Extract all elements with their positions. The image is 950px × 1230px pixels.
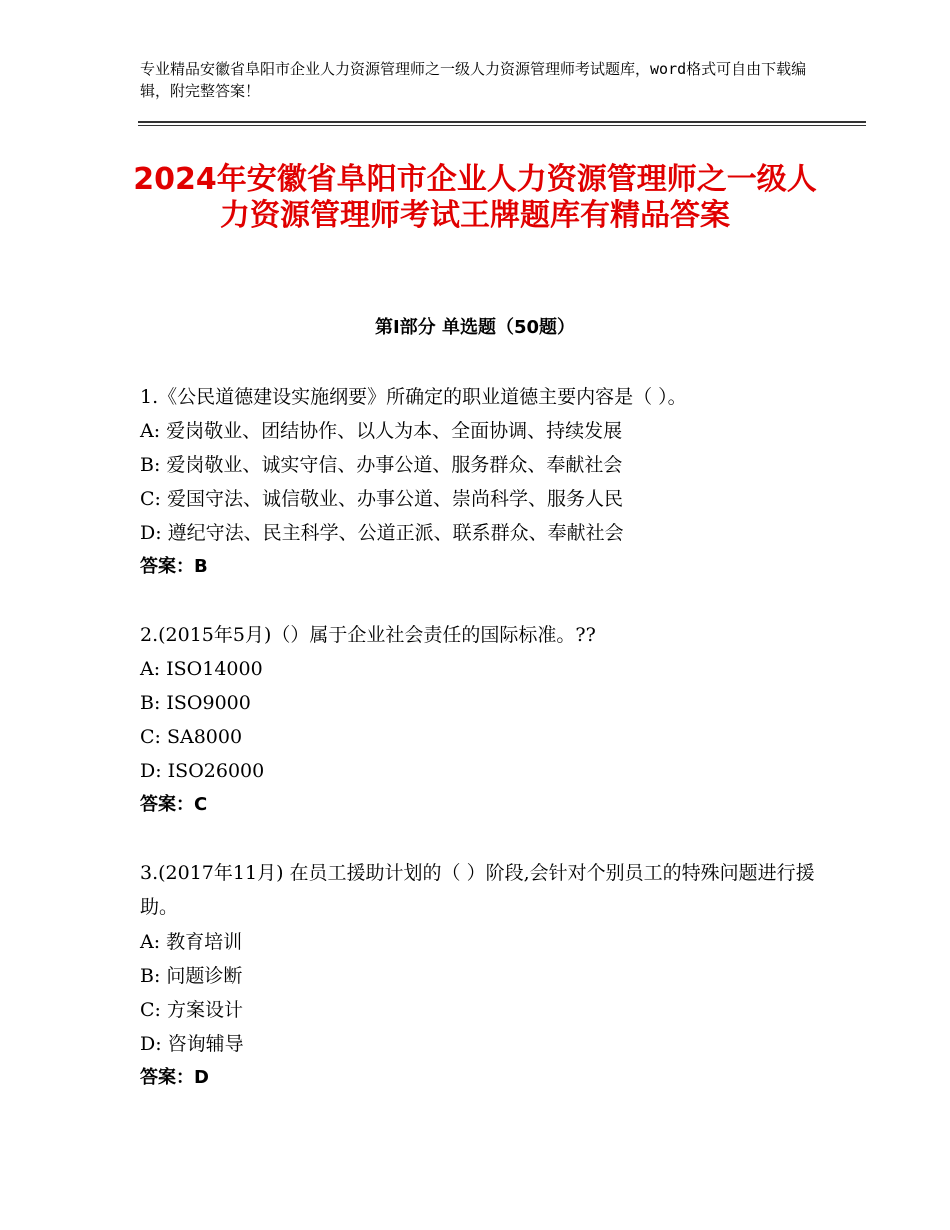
question-1-option-b: B: 爱岗敬业、诚实守信、办事公道、服务群众、奉献社会 [140, 454, 623, 476]
section-heading: 第Ⅰ部分 单选题（50题） [374, 317, 575, 338]
question-3-option-d: D: 咨询辅导 [140, 1033, 244, 1055]
question-3-answer: 答案：D [140, 1067, 209, 1088]
question-1-option-a: A: 爱岗敬业、团结协作、以人为本、全面协调、持续发展 [140, 420, 623, 442]
question-2-stem: 2.(2015年5月)（）属于企业社会责任的国际标准。?? [140, 624, 596, 646]
question-3-option-a: A: 教育培训 [140, 931, 243, 953]
question-2-option-a: A: ISO14000 [140, 658, 263, 680]
question-2-option-d: D: ISO26000 [140, 760, 265, 782]
header-divider-thick [138, 121, 866, 123]
question-1-stem: 1.《公民道德建设实施纲要》所确定的职业道德主要内容是（ ）。 [140, 386, 687, 408]
question-1-option-d: D: 遵纪守法、民主科学、公道正派、联系群众、奉献社会 [140, 522, 624, 544]
question-3-option-b: B: 问题诊断 [140, 965, 243, 987]
question-2-option-b: B: ISO9000 [140, 692, 251, 714]
document-title: 2024年安徽省阜阳市企业人力资源管理师之一级人力资源管理师考试王牌题库有精品答案 [133, 162, 817, 233]
question-1-answer: 答案：B [140, 556, 208, 577]
header-divider-thin [138, 125, 866, 126]
question-3-option-c: C: 方案设计 [140, 999, 243, 1021]
question-2-answer: 答案：C [140, 794, 208, 815]
question-3-stem: 3.(2017年11月) 在员工援助计划的（ ）阶段,会针对个别员工的特殊问题进行援助。 [140, 862, 815, 918]
question-1-option-c: C: 爱国守法、诚信敬业、办事公道、崇尚科学、服务人民 [140, 488, 623, 510]
question-2-option-c: C: SA8000 [140, 726, 243, 748]
header-note: 专业精品安徽省阜阳市企业人力资源管理师之一级人力资源管理师考试题库，word格式可自由下载编辑，附完整答案！ [140, 60, 807, 100]
